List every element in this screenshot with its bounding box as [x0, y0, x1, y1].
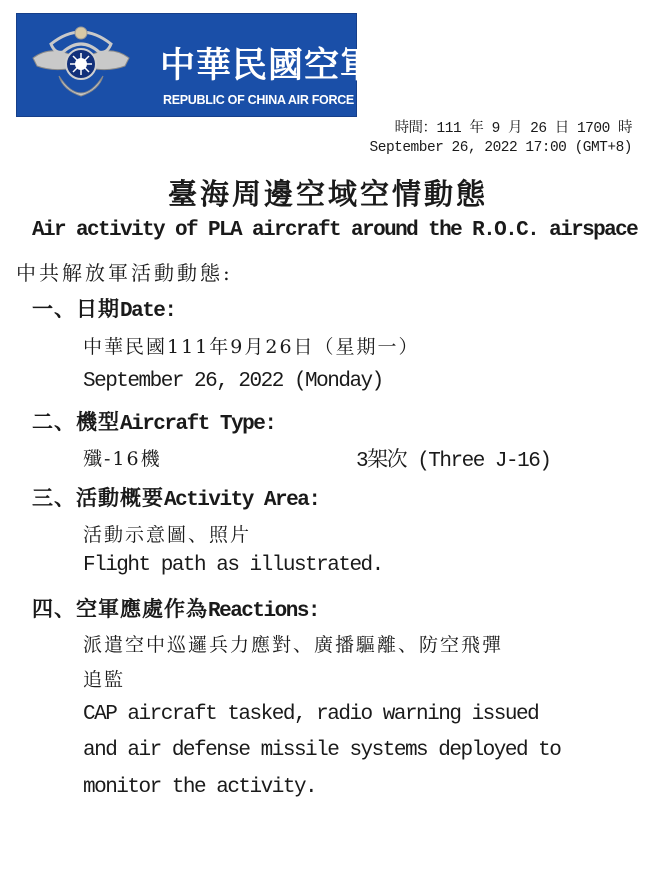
- page-title: 臺海周邊空域空情動態: [167, 177, 488, 211]
- section-reactions-heading: 四、空軍應處作為Reactions:: [32, 596, 320, 623]
- reactions-en-line3: monitor the activity.: [83, 776, 317, 799]
- section-aircraft-heading: 二、機型Aircraft Type:: [32, 409, 276, 436]
- date-en: September 26, 2022 (Monday): [83, 370, 383, 393]
- roc-air-force-emblem-icon: [29, 24, 133, 108]
- aircraft-type: 殲-16機: [83, 448, 162, 470]
- banner-title-en: REPUBLIC OF CHINA AIR FORCE: [163, 93, 354, 107]
- aircraft-count: 3架次 (Three J-16): [356, 450, 551, 473]
- section-activity-heading: 三、活動概要Activity Area:: [32, 485, 320, 512]
- reactions-en-line1: CAP aircraft tasked, radio warning issued: [83, 703, 539, 726]
- reactions-en-line2: and air defense missile systems deployed to: [83, 739, 561, 762]
- banner-title-zh: 中華民國空軍: [160, 46, 377, 86]
- reactions-zh-line2: 追監: [83, 669, 126, 691]
- activity-en: Flight path as illustrated.: [83, 554, 383, 577]
- timestamp: [370, 120, 632, 158]
- timestamp-en: September 26, 2022 17:00 (GMT+8): [369, 140, 632, 156]
- timestamp-zh: 時間：111 年 9 月 26 日 1700 時: [394, 121, 632, 137]
- date-zh: 中華民國111年9月26日（星期一）: [83, 336, 420, 358]
- section-date-heading: 一、日期Date:: [32, 296, 176, 323]
- activity-zh: 活動示意圖、照片: [83, 524, 252, 546]
- roc-air-force-banner: [16, 13, 377, 117]
- page-subtitle: Air activity of PLA aircraft around the R.O.C. airspace: [32, 219, 638, 242]
- intro-label: 中共解放軍活動動態:: [16, 261, 233, 285]
- reactions-zh-line1: 派遣空中巡邏兵力應對、廣播驅離、防空飛彈: [83, 634, 504, 656]
